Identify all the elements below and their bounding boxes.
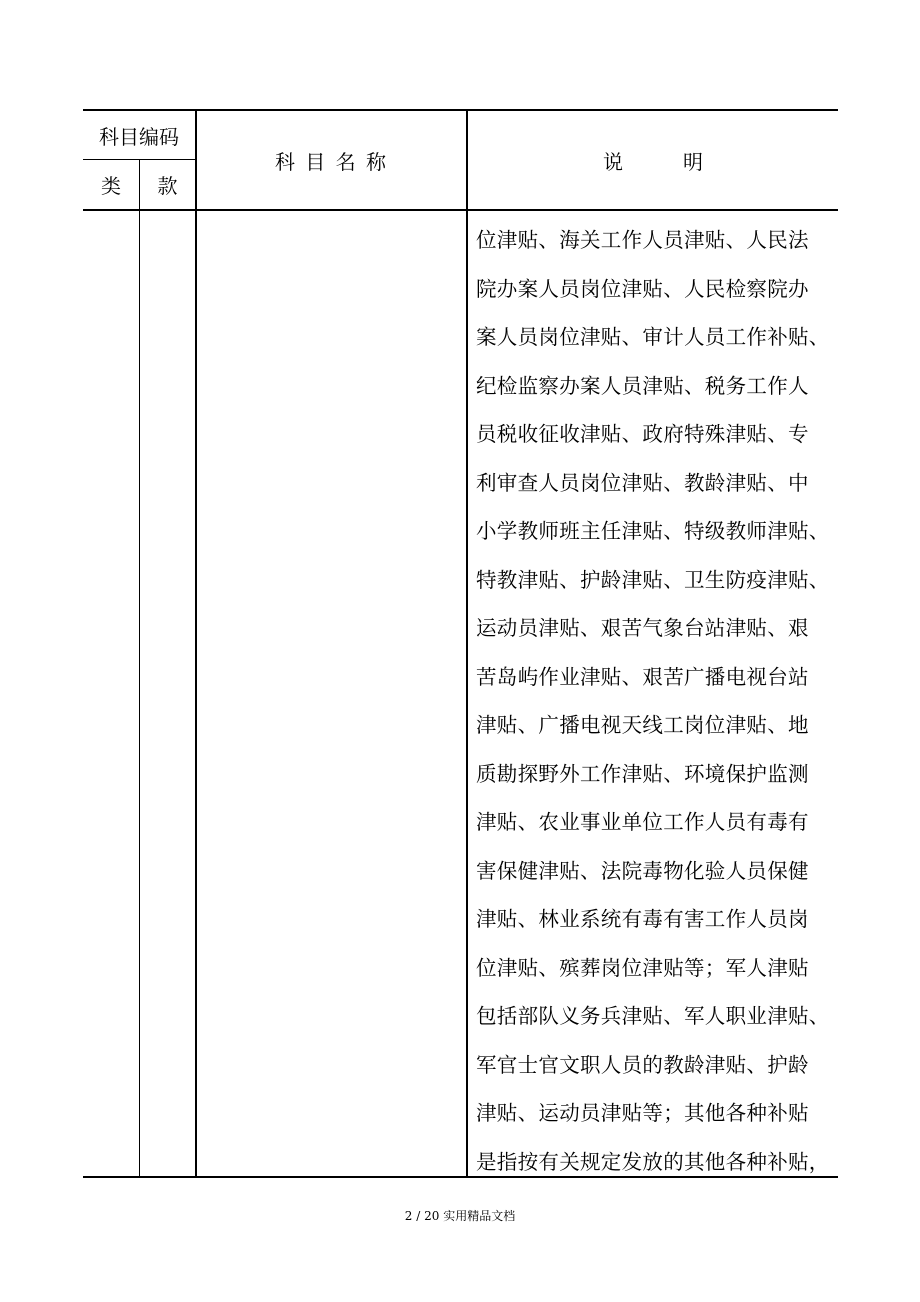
description-cell: [476, 216, 838, 1186]
description-line: 纪检监察办案人员津贴、税务工作人: [476, 373, 809, 398]
header-class: 类: [101, 174, 121, 198]
description-line: 小学教师班主任津贴、特级教师津贴、: [476, 519, 830, 543]
description-line: 运动员津贴、艰苦气象台站津贴、艰: [476, 616, 809, 640]
description-line: 质勘探野外工作津贴、环境保护监测: [476, 761, 809, 786]
description-line: 津贴、农业事业单位工作人员有毒有: [476, 810, 809, 834]
description-line: 院办案人员岗位津贴、人民检察院办: [476, 276, 809, 301]
header-description: 说 明: [603, 149, 703, 174]
description-line: 案人员岗位津贴、审计人员工作补贴、: [476, 325, 830, 349]
description-line: 利审查人员岗位津贴、教龄津贴、中: [476, 470, 809, 495]
description-line: 苦岛屿作业津贴、艰苦广播电视台站: [476, 664, 809, 689]
description-line: 位津贴、海关工作人员津贴、人民法: [476, 228, 809, 252]
description-line: 特教津贴、护龄津贴、卫生防疫津贴、: [476, 567, 830, 592]
description-line: 是指按有关规定发放的其他各种补贴，: [476, 1149, 830, 1174]
class-item-divider: [139, 160, 140, 1177]
header-subject-name: 科 目 名 称: [274, 149, 389, 174]
description-line: 津贴、林业系统有毒有害工作人员岗: [476, 907, 809, 931]
page-footer: 2 / 20 实用精品文档: [404, 1209, 516, 1223]
name-desc-divider: [466, 110, 468, 1177]
description-line: 员税收征收津贴、政府特殊津贴、专: [476, 422, 809, 446]
description-line: 津贴、运动员津贴等；其他各种补贴: [476, 1101, 809, 1125]
description-line: 包括部队义务兵津贴、军人职业津贴、: [476, 1004, 830, 1028]
description-line: 位津贴、殡葬岗位津贴等；军人津贴: [476, 955, 809, 980]
description-line: 军官士官文职人员的教龄津贴、护龄: [476, 1052, 809, 1077]
description-line: 害保健津贴、法院毒物化验人员保健: [476, 858, 809, 883]
header-subject-code: 科目编码: [99, 124, 179, 149]
code-name-divider: [195, 110, 197, 1177]
description-line: 津贴、广播电视天线工岗位津贴、地: [476, 713, 809, 737]
header-item: 款: [157, 174, 178, 198]
